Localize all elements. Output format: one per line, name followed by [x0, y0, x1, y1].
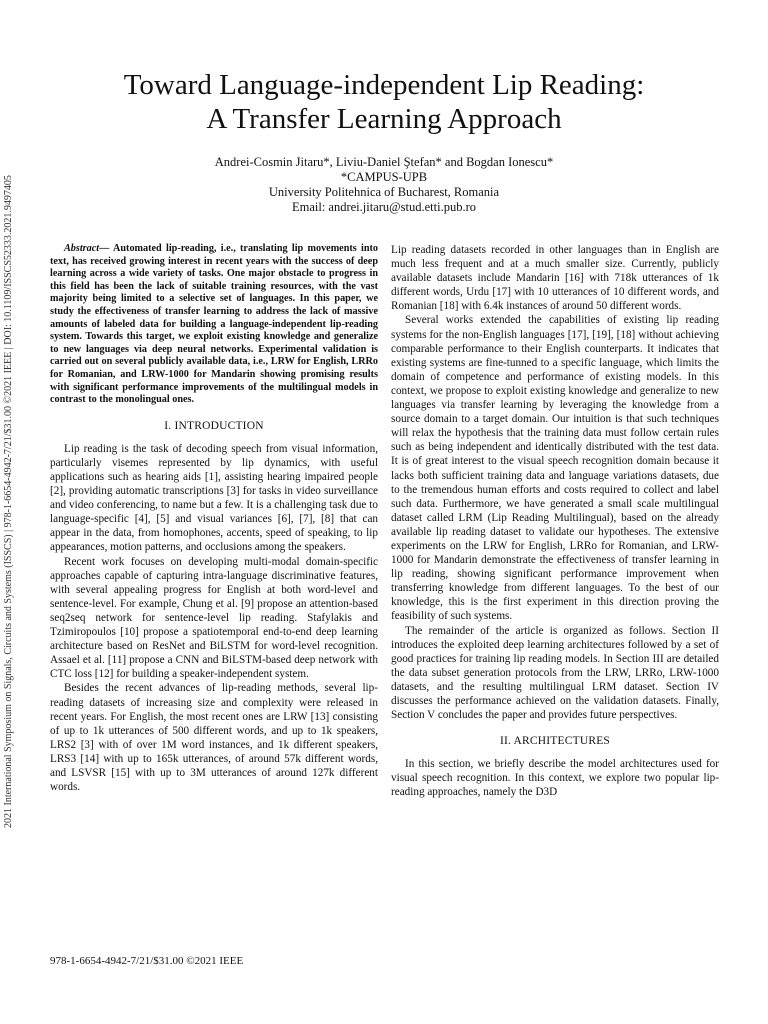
paragraph: Recent work focuses on developing multi-modal domain-specific approaches capable of capturing intra-language discriminative features, with several appealing progress for English at both word-level and sentence-level. For example, Chung et al. [9] propose an attention-based seq2seq network for sentence-level lip reading. Stafylakis and Tzimiropoulos [10] propose a spatiotemporal end-to-end deep learning architecture based on ResNet and BiLSTM for word-level recognition. Assael et al. [11] propose a CNN and BiLSTM-based deep network with CTC loss [12] for building a speaker-independent system. [50, 555, 378, 681]
section-heading-architectures: II. ARCHITECTURES [499, 735, 611, 748]
paragraph: In this section, we briefly describe the model architectures used for visual speech recognition. In this context, we explore two popular lip-reading approaches, namely the D3D [391, 758, 719, 799]
email: Email: andrei.jitaru@stud.etti.pub.ro [291, 200, 477, 214]
affiliation-short: *CAMPUS-UPB [340, 170, 428, 184]
abstract-text: — Automated lip-reading, i.e., translating lip movements into text, has received growing interest in recent years with the success of deep learning across a wide variety of tasks. One major obstacle to progress in this field has been the lack of suitable training resources, with the vast majority being limited to a selective set of languages. In this paper, we study the effectiveness of transfer learning to address the lack of massive amounts of labeled data for building a language-independent lip-reading system. Towards this target, we exploit existing knowledge and generalize to new languages via deep neural networks. Experimental validation is carried out on several publicly available data, i.e., LRW for English, LRRo for Romanian, and LRW-1000 for Mandarin showing promising results with significant performance improvements of the multilingual models in contrast to the monolingual ones. [50, 243, 378, 406]
right-column [391, 243, 719, 800]
section-heading-introduction: I. INTRODUCTION [164, 419, 264, 432]
author-names: Andrei-Cosmin Jitaru*, Liviu-Daniel Ştefan* and Bogdan Ionescu* [214, 155, 554, 169]
paragraph: Lip reading is the task of decoding speech from visual information, particularly visemes represented by lip dynamics, with useful applications such as hearing aids [1], assisting hearing impaired people [2], providing automatic transcriptions [3] for tasks in video surveillance and video conferencing, to name but a few. It is a challenging task due to language-specific [4], [5] and visual variances [6], [7], [8] that can appear in the data, from homophones, accents, speed of speaking, to lip appearances, motion patterns, and occlusions among the speakers. [50, 442, 378, 554]
title-line-2: A Transfer Learning Approach [206, 103, 562, 135]
paragraph: Several works extended the capabilities of existing lip reading systems for the non-English languages [17], [19], [18] without achieving comparable performance to their English counterparts. It indicates that existing systems are fine-tunned to a specific language, which limits the domain of competence and performance of existing models. In this context, we propose to exploit existing knowledge and generalize to new languages via transfer learning by leveraging the knowledge from a source domain to a target domain. Our intuition is that such techniques will relax the hypothesis that the training data must follow certain rules such as being independent and identically distributed with the test data. It is of great interest to the visual speech recognition domain because it lacks both sufficient training data and language variations datasets, due to the tremendous human efforts and costs required to collect and label such data. Furthermore, we have generated a small scale multilingual dataset called LRM (Lip Reading Multilingual), based on the already available lip reading dataset to validate our hypotheses. The extensive experiments on the LRW for English, LRRo for Romanian, and LRW-1000 for Mandarin demonstrate the effectiveness of transfer learning in lip reading, showing significant performance improvement when transferring knowledge from different languages. To the best of our knowledge, this is the first experiment in this direction proving the feasibility of such systems. [391, 314, 719, 623]
paragraph: Besides the recent advances of lip-reading methods, several lip-reading datasets of increasing size and complexity were released in recent years. For English, the most recent ones are LRW [13] consisting of up to 1k utterances of 500 different words, and up to 1k speakers, LRS2 [3] with of over 1M word instances, and 1k different speakers, LRS3 [14] with up to 165k utterances, of around 57k different words, and LSVSR [15] with up to 3M utterances of around 127k different words. [50, 682, 378, 794]
left-column [50, 243, 378, 794]
paragraph: Lip reading datasets recorded in other languages than in English are much less frequent and at a much smaller size. Currently, publicly available datasets include Mandarin [16] with 718k utterances of 1k different words, Urdu [17] with 10 utterances of 10 different words, and Romanian [18] with 6.4k instances of around 50 different words. [391, 244, 719, 313]
abstract [50, 243, 378, 407]
university: University Politehnica of Bucharest, Romania [268, 185, 500, 199]
paper-title [40, 68, 728, 136]
author-block [40, 155, 728, 215]
doi-side-text: 2021 International Symposium on Signals, Circuits and Systems (ISSCS) | 978-1-6654-4942-7/21/$31.00 ©2021 IEEE | DOI: 10.1109/ISSCS52333.2021.9497405 [3, 175, 14, 828]
paragraph: The remainder of the article is organized as follows. Section II introduces the exploited deep learning architectures followed by a set of good practices for training lip reading models. In Section III are detailed the data subset generation protocols from the LRW, LRRo, LRW-1000 datasets, and the resulting multilingual LRM dataset. Section IV discusses the performance achieved on the validation datasets. Finally, Section V concludes the paper and provides future perspectives. [391, 624, 719, 722]
title-line-1: Toward Language-independent Lip Reading: [123, 69, 645, 101]
footer-copyright: 978-1-6654-4942-7/21/$31.00 ©2021 IEEE [50, 955, 244, 967]
abstract-label: Abstract [64, 243, 100, 254]
